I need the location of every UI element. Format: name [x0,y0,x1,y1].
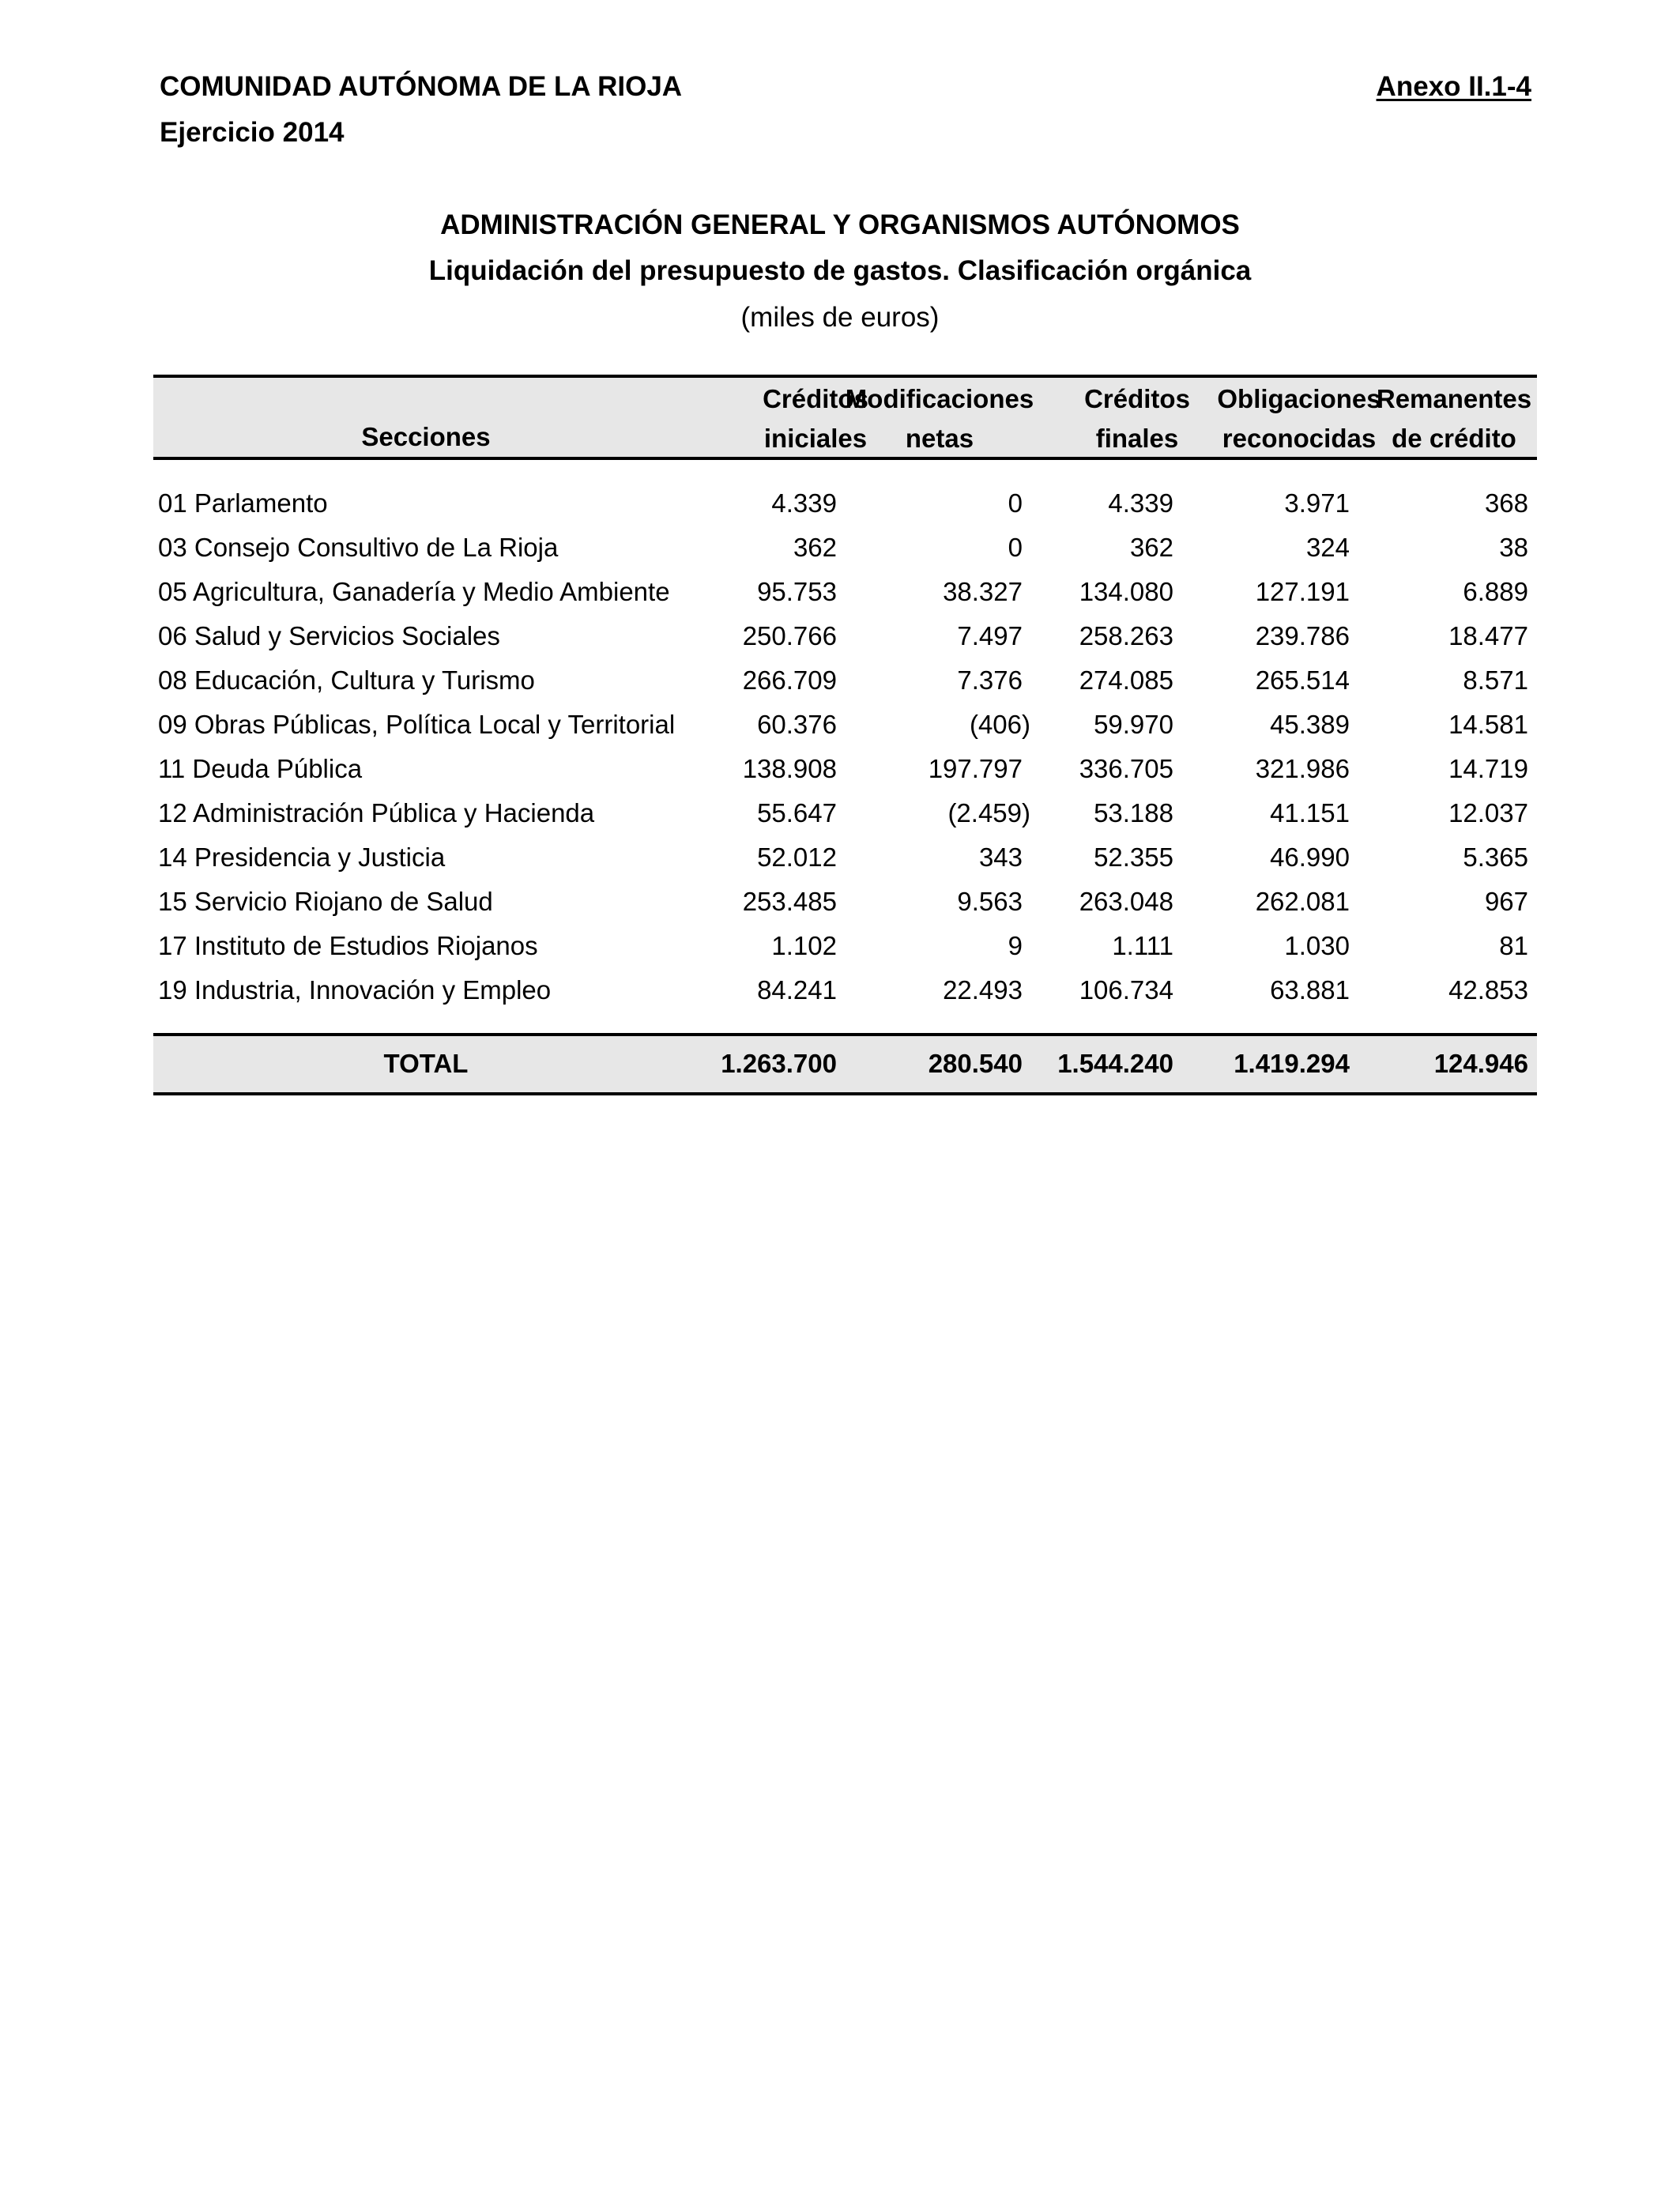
row-final: 263.048 [1079,887,1173,916]
row-modifications: 9 [1008,931,1023,960]
row-section: 08 Educación, Cultura y Turismo [158,665,535,695]
table-total-row [153,1033,1537,1095]
row-section: 01 Parlamento [158,488,328,518]
header-creditos-iniciales-1: Créditos [763,384,868,413]
row-obligations: 63.881 [1270,975,1350,1005]
row-initial: 362 [793,533,837,562]
row-final: 134.080 [1079,577,1173,606]
table-row [153,526,1537,570]
row-remaining: 38 [1499,533,1528,562]
row-remaining: 12.037 [1448,798,1528,827]
row-modifications: 22.493 [943,975,1023,1005]
row-obligations: 3.971 [1284,488,1350,518]
row-remaining: 368 [1484,488,1528,518]
total-remaining: 124.946 [1433,1049,1528,1078]
organization-name: COMUNIDAD AUTÓNOMA DE LA RIOJA [160,71,683,102]
row-initial: 266.709 [742,665,837,695]
row-obligations: 265.514 [1255,665,1350,695]
header-creditos-finales-2: finales [1095,424,1179,453]
row-section: 17 Instituto de Estudios Riojanos [158,931,538,960]
table-row [153,880,1537,924]
row-obligations: 239.786 [1255,621,1350,650]
row-initial: 84.241 [757,975,837,1005]
row-final: 1.111 [1112,931,1173,960]
header-remanentes-2: de crédito [1392,424,1516,453]
row-modifications: (406) [969,710,1030,739]
row-section: 19 Industria, Innovación y Empleo [158,975,552,1005]
units-note: (miles de euros) [740,302,940,333]
row-obligations: 46.990 [1270,843,1350,872]
header-creditos-finales-1: Créditos [1084,384,1190,413]
row-section: 09 Obras Públicas, Política Local y Territorial [158,710,676,739]
table-row [153,791,1537,835]
row-initial: 1.102 [771,931,837,960]
row-final: 53.188 [1094,798,1173,827]
row-modifications: 343 [978,843,1023,872]
row-remaining: 81 [1499,931,1528,960]
row-final: 52.355 [1094,843,1173,872]
row-initial: 95.753 [757,577,837,606]
row-initial: 60.376 [757,710,837,739]
row-section: 05 Agricultura, Ganadería y Medio Ambiente [158,577,670,606]
row-initial: 138.908 [742,754,837,783]
row-obligations: 262.081 [1255,887,1350,916]
row-section: 11 Deuda Pública [158,754,363,783]
total-final: 1.544.240 [1057,1049,1173,1078]
table-row [153,924,1537,968]
header-secciones: Secciones [361,422,491,451]
row-modifications: 197.797 [928,754,1023,783]
row-final: 4.339 [1108,488,1173,518]
total-label: TOTAL [383,1049,469,1078]
row-modifications: 7.497 [957,621,1023,650]
table-row [153,570,1537,614]
row-modifications: 38.327 [943,577,1023,606]
subtitle: Liquidación del presupuesto de gastos. Clasificación orgánica [428,255,1252,286]
total-modifications: 280.540 [928,1049,1023,1078]
row-final: 59.970 [1094,710,1173,739]
header-modificaciones-1: Modificaciones [845,384,1034,413]
row-initial: 253.485 [742,887,837,916]
row-section: 14 Presidencia y Justicia [158,843,446,872]
row-obligations: 41.151 [1270,798,1350,827]
row-section: 12 Administración Pública y Hacienda [158,798,595,827]
row-section: 06 Salud y Servicios Sociales [158,621,500,650]
header-remanentes-1: Remanentes [1376,384,1532,413]
header-obligaciones-1: Obligaciones [1217,384,1381,413]
row-section: 03 Consejo Consultivo de La Rioja [158,533,559,562]
budget-table [153,375,1537,1095]
row-obligations: 324 [1305,533,1350,562]
table-row [153,703,1537,747]
row-remaining: 6.889 [1463,577,1528,606]
row-remaining: 14.581 [1448,710,1528,739]
row-obligations: 45.389 [1270,710,1350,739]
row-modifications: (2.459) [947,798,1030,827]
row-remaining: 42.853 [1448,975,1528,1005]
row-initial: 250.766 [742,621,837,650]
row-obligations: 321.986 [1255,754,1350,783]
table-row [153,835,1537,880]
row-final: 258.263 [1079,621,1173,650]
table-row [153,658,1537,703]
row-section: 15 Servicio Riojano de Salud [158,887,493,916]
total-initial: 1.263.700 [721,1049,837,1078]
header-modificaciones-2: netas [905,424,974,453]
row-final: 106.734 [1079,975,1173,1005]
total-obligations: 1.419.294 [1234,1049,1350,1078]
row-modifications: 9.563 [957,887,1023,916]
row-remaining: 967 [1484,887,1528,916]
row-final: 362 [1129,533,1173,562]
row-final: 336.705 [1079,754,1173,783]
header-creditos-iniciales-2: iniciales [763,424,868,453]
row-modifications: 7.376 [957,665,1023,695]
table-row [153,481,1537,526]
table-row [153,747,1537,791]
row-initial: 55.647 [757,798,837,827]
table-header [153,375,1537,460]
row-modifications: 0 [1008,488,1023,518]
fiscal-year: Ejercicio 2014 [160,117,345,148]
row-remaining: 14.719 [1448,754,1528,783]
annex-label: Anexo II.1-4 [1376,71,1531,102]
main-title: ADMINISTRACIÓN GENERAL Y ORGANISMOS AUTÓNOMOS [440,209,1240,240]
header-obligaciones-2: reconocidas [1222,424,1377,453]
row-remaining: 18.477 [1448,621,1528,650]
row-obligations: 1.030 [1284,931,1350,960]
row-modifications: 0 [1008,533,1023,562]
table-row [153,968,1537,1012]
row-initial: 4.339 [771,488,837,518]
row-remaining: 8.571 [1463,665,1528,695]
row-initial: 52.012 [757,843,837,872]
row-final: 274.085 [1079,665,1173,695]
row-obligations: 127.191 [1255,577,1350,606]
row-remaining: 5.365 [1463,843,1528,872]
table-row [153,614,1537,658]
